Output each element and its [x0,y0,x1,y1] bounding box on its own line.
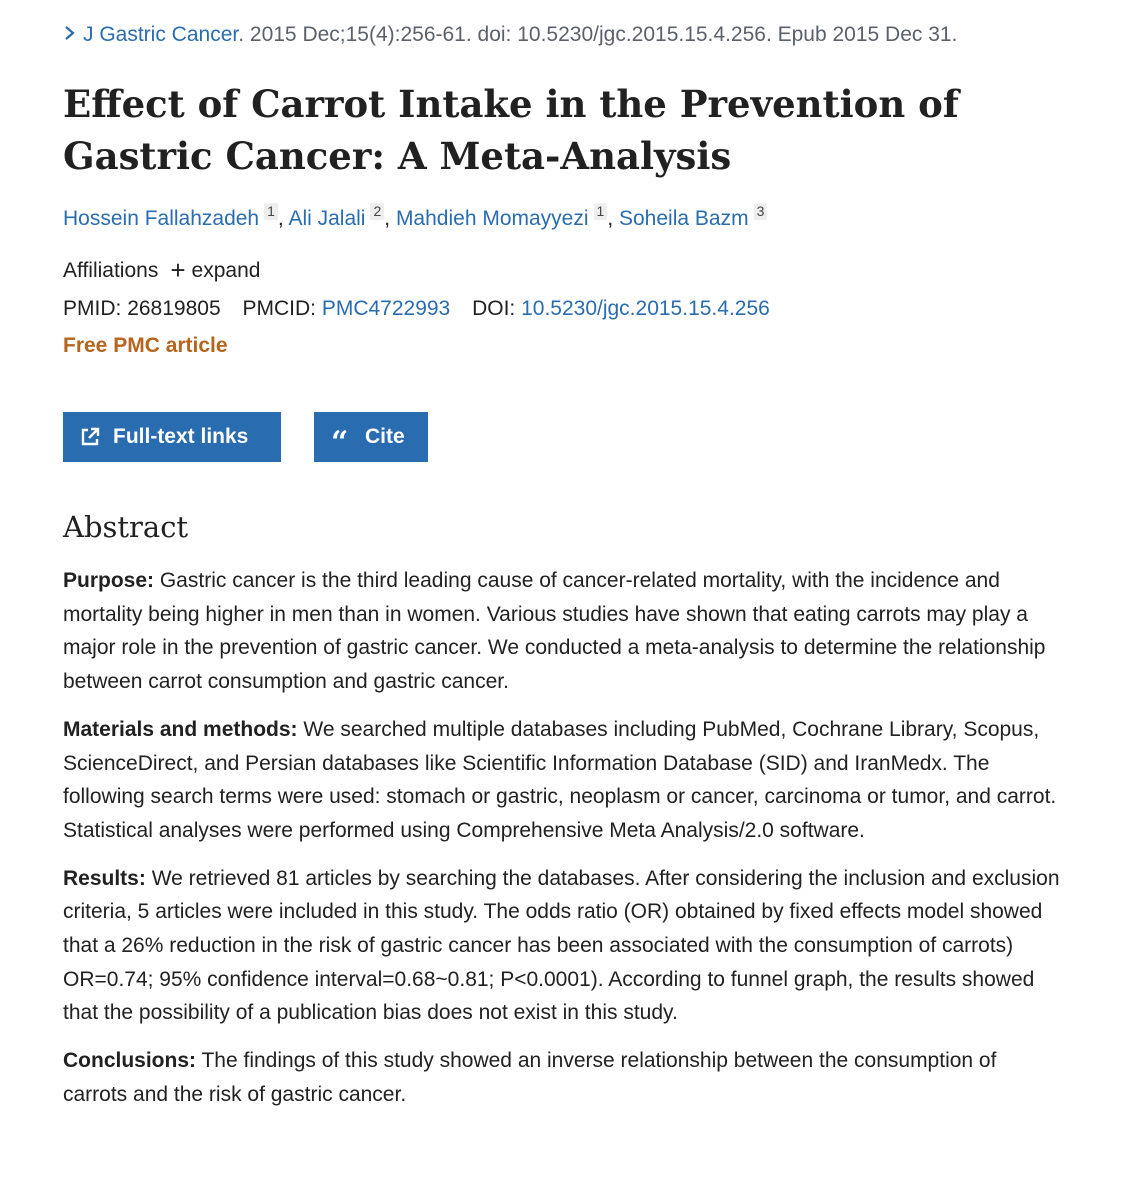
plus-icon: + [170,255,186,285]
abstract-conclusions [63,1044,1063,1111]
affiliations-row [63,256,260,286]
section-label: Materials and methods: [63,717,298,741]
section-label: Conclusions: [63,1049,197,1073]
pmid-label: PMID: [63,297,122,320]
pmcid-link[interactable]: PMC4722993 [321,297,451,320]
section-text: We searched multiple databases including PubMed, Cochrane Library, Scopus, ScienceDirect, and Persian databases like Scientific Information Database (SID) and IranMedx. The following search terms were used: stomach or gastric, neoplasm or cancer, carcinoma or tumor, and carrot. Statistical analyses were performed using Comprehensive Meta Analysis/2.0 software. [63,717,1057,842]
chevron-right-icon[interactable] [63,20,83,50]
cite-label: Cite [365,425,405,448]
doi-label: DOI: [472,297,516,320]
citation-details: . 2015 Dec;15(4):256-61. doi: 10.5230/jgc.2015.15.4.256. Epub 2015 Dec 31. [238,23,958,46]
citation-line [63,20,957,50]
author-link[interactable]: Soheila Bazm [619,207,749,230]
affiliations-label: Affiliations [63,259,159,282]
journal-link[interactable]: J Gastric Cancer [83,23,239,46]
quote-icon: “ [331,425,349,460]
pmcid-label: PMCID: [242,297,316,320]
section-text: Gastric cancer is the third leading cause of cancer-related mortality, with the incidence and mortality being higher in men than in women. Various studies have shown that eating carrots may play a major role in the prevention of gastric cancer. We conducted a meta-analysis to determine the relationship between carrot consumption and gastric cancer. [63,569,1046,694]
affiliations-expand-toggle[interactable] [170,255,261,285]
cite-button[interactable] [314,412,428,462]
full-text-links-button[interactable] [63,412,281,462]
abstract-results [63,862,1063,1031]
affiliation-number[interactable]: 1 [594,203,608,220]
author-link[interactable]: Mahdieh Momayyezi [395,207,589,230]
section-text: We retrieved 81 articles by searching the databases. After considering the inclusion and exclusion criteria, 5 articles were included in this study. The odds ratio (OR) obtained by fixed effects model showed that a 26% reduction in the risk of gastric cancer has been associated with the consumption of carrots) OR=0.74; 95% confidence interval=0.68~0.81; P<0.0001). According to funnel graph, the results showed that the possibility of a publication bias does not exist in this study. [63,866,1060,1025]
affiliation-number[interactable]: 2 [370,203,384,220]
author-list: Hossein Fallahzadeh 1 , Ali Jalali 2 , Mahdieh Momayyezi 1 , Soheila Bazm 3 [63,203,767,235]
full-text-links-label: Full-text links [113,425,249,448]
author-link[interactable]: Ali Jalali [288,207,366,230]
expand-label: expand [191,259,261,282]
pmid-value: 26819805 [127,297,221,320]
abstract-body [63,564,1063,1126]
affiliation-number[interactable]: 1 [264,203,278,220]
author-link[interactable]: Hossein Fallahzadeh [63,207,260,230]
abstract-methods [63,713,1063,848]
identifiers-row [63,294,770,324]
section-label: Purpose: [63,569,155,592]
abstract-heading: Abstract [63,510,189,544]
affiliation-number[interactable]: 3 [754,203,768,220]
free-pmc-badge: Free PMC article [63,334,228,357]
abstract-purpose [63,564,1063,699]
section-text: The findings of this study showed an inverse relationship between the consumption of carrots and the risk of gastric cancer. [63,1049,997,1106]
section-label: Results: [63,866,146,890]
doi-link[interactable]: 10.5230/jgc.2015.15.4.256 [521,297,770,320]
article-title: Effect of Carrot Intake in the Prevention of Gastric Cancer: A Meta-Analysis [63,82,959,178]
external-link-icon [79,426,101,448]
